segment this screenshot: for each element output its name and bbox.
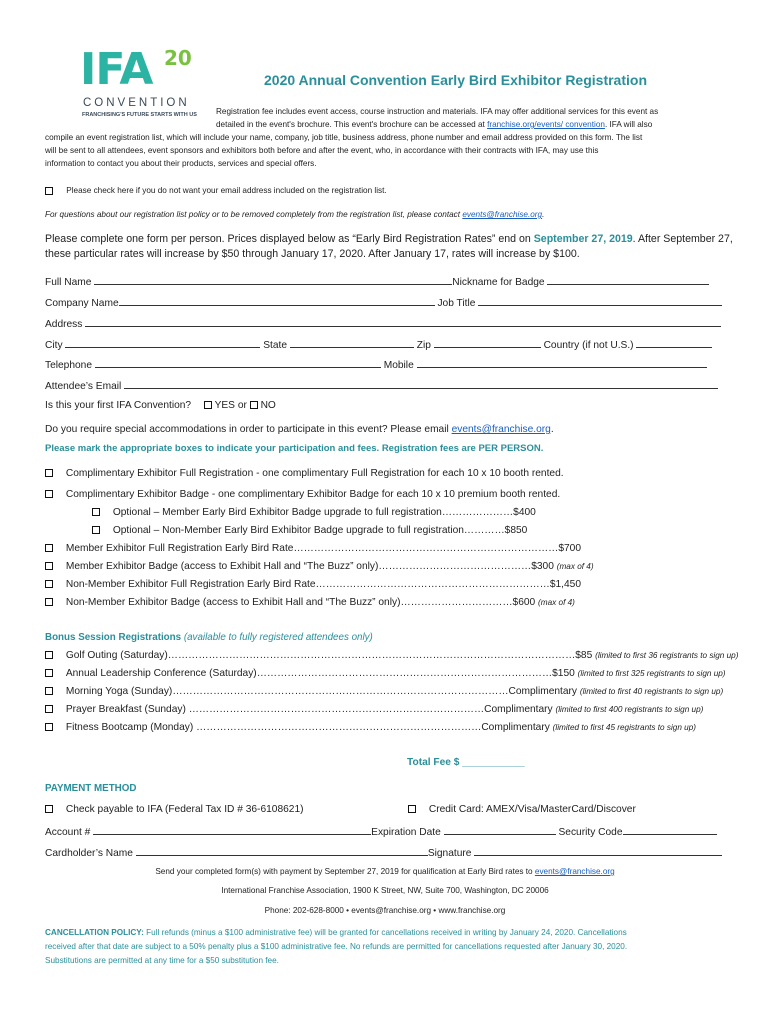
rates-line-2: these particular rates will increase by $50 through January 17, 2020. After January 17, rates will increase by $100. (45, 248, 580, 260)
email-row (45, 379, 718, 392)
rates-text: Please complete one form per person. Prices displayed below as “Early Bird Registration Rates” end on (45, 233, 534, 245)
questions-line (45, 208, 544, 222)
bonus-label: Annual Leadership Conference (Saturday)……………………………………………………………………………$150 (65, 668, 575, 679)
intro-line-3: compile an event registration list, which will include your name, company, job title, business address, phone number and email address provided on this form. The list (45, 133, 643, 142)
early-bird-date: September 27, 2019 (533, 233, 633, 245)
cardholder-label: Cardholder’s Name (45, 848, 133, 859)
option-label: Non-Member Exhibitor Badge (access to Exhibit Hall and “The Buzz” only)……………………………$600 (65, 597, 536, 608)
country-label: Country (if not U.S.) (543, 340, 634, 351)
option-row (45, 489, 560, 500)
check-payment-checkbox[interactable] (45, 805, 53, 813)
option-note: (max of 4) (538, 598, 575, 607)
state-label: State (263, 340, 288, 351)
ifa-convention-logo (80, 44, 210, 123)
send-line (0, 865, 770, 879)
option-label: Member Exhibitor Full Registration Early Bird Rate……………………………………………………………………$700 (65, 543, 581, 554)
accommodations-text: Do you require special accommodations in order to participate in this event? Please email (45, 424, 452, 435)
cancellation-line-3: Substitutions are permitted at any time for a $50 substitution fee. (45, 956, 279, 965)
address-field[interactable] (85, 317, 721, 327)
bonus-heading-note: (available to fully registered attendees only) (183, 632, 373, 643)
participation-instructions: Please mark the appropriate boxes to indicate your participation and fees. Registration fees are PER PERSON. (45, 443, 544, 454)
telephone-label: Telephone (45, 360, 93, 371)
bonus-checkbox[interactable] (45, 705, 53, 713)
option-row (45, 561, 594, 572)
full-name-field[interactable] (94, 275, 452, 285)
optout-row (45, 184, 387, 198)
logo-year: 20 (164, 46, 192, 70)
intro-line-5: information to contact you about their products, services and special offers. (45, 159, 317, 168)
intro-line-2 (216, 118, 652, 132)
payment-card-row (408, 804, 636, 815)
accommodations-end: . (550, 424, 554, 435)
option-row (92, 507, 536, 518)
telephone-field[interactable] (95, 358, 381, 368)
option-checkbox[interactable] (45, 598, 53, 606)
country-field[interactable] (636, 338, 712, 348)
bonus-label: Prayer Breakfast (Sunday) ……………………………………………………………………………Complimentary (65, 704, 553, 715)
bonus-checkbox[interactable] (45, 723, 53, 731)
signature-label: Signature (427, 848, 472, 859)
brochure-link[interactable]: franchise.org/events/ convention (487, 120, 605, 129)
logo-tagline: FRANCHISING'S FUTURE STARTS WITH US (82, 112, 197, 118)
first-convention-question: Is this your first IFA Convention? (45, 400, 192, 411)
option-label: Complimentary Exhibitor Badge - one complimentary Exhibitor Badge for each 10 x 10 premium booth rented. (65, 489, 561, 500)
option-note: (max of 4) (556, 562, 594, 571)
option-checkbox[interactable] (92, 508, 100, 516)
check-payment-label: Check payable to IFA (Federal Tax ID # 36-6108621) (65, 804, 304, 815)
accommodations-row (45, 424, 554, 435)
intro-text: . IFA will also (604, 120, 653, 129)
option-checkbox[interactable] (45, 469, 53, 477)
option-checkbox[interactable] (45, 562, 53, 570)
or-label: or (237, 400, 247, 411)
bonus-heading-text: Bonus Session Registrations (45, 632, 182, 643)
email-field[interactable] (124, 379, 718, 389)
bonus-row (45, 686, 723, 697)
security-code-field[interactable] (623, 825, 717, 835)
option-label: Non-Member Exhibitor Full Registration Early Bird Rate……………………………………………………………$1,450 (65, 579, 581, 590)
option-label: Complimentary Exhibitor Full Registration - one complimentary Full Registration for each 10 x 10 booth rented. (65, 468, 564, 479)
questions-text: For questions about our registration list policy or to be removed completely from the registration list, please contact (45, 210, 463, 219)
logo-convention: CONVENTION (83, 97, 190, 109)
cancellation-policy (45, 926, 627, 940)
city-row (45, 338, 712, 351)
company-label: Company Name (45, 298, 119, 309)
account-label: Account # (45, 827, 91, 838)
ifa-contact: Phone: 202-628-8000 • events@franchise.org • www.franchise.org (264, 906, 506, 915)
total-fee-field[interactable]: Total Fee $ ___________ (407, 757, 525, 768)
address-row (45, 317, 721, 330)
option-checkbox[interactable] (45, 544, 53, 552)
bonus-checkbox[interactable] (45, 651, 53, 659)
bonus-row (45, 668, 726, 679)
bonus-note: (limited to first 400 registrants to sign up) (555, 705, 704, 714)
company-field[interactable] (119, 296, 435, 306)
send-text: Send your completed form(s) with payment by September 27, 2019 for qualification at Early Bird rates to (155, 867, 535, 876)
zip-label: Zip (416, 340, 431, 351)
telephone-row (45, 358, 707, 371)
yes-checkbox[interactable] (204, 401, 212, 409)
bonus-label: Morning Yoga (Sunday)………………………………………………………………………………………Complimentary (65, 686, 578, 697)
logo-ifa-text: IFA (80, 44, 153, 95)
option-row (45, 597, 575, 608)
full-name-label: Full Name (45, 277, 92, 288)
mobile-label: Mobile (383, 360, 414, 371)
cancellation-line-2: received after that date are subject to a 50% penalty plus a $100 administrative fee. No refunds are permitted for cancellations requested after January 30, 2020. (45, 942, 628, 951)
nickname-label: Nickname for Badge (452, 277, 545, 288)
expiration-field[interactable] (444, 825, 556, 835)
option-label: Optional – Non-Member Early Bird Exhibitor Badge upgrade to full registration…………$850 (112, 525, 528, 536)
rates-line-1 (45, 233, 733, 245)
option-row (45, 543, 581, 554)
bonus-row (45, 704, 703, 715)
security-code-label: Security Code (558, 827, 623, 838)
questions-email-link[interactable]: events@franchise.org (462, 210, 543, 219)
bonus-checkbox[interactable] (45, 687, 53, 695)
city-label: City (45, 340, 63, 351)
option-row (45, 468, 564, 479)
page-title: 2020 Annual Convention Early Bird Exhibitor Registration (264, 72, 647, 88)
optout-label: Please check here if you do not want your email address included on the registration list. (66, 186, 387, 195)
rates-text: . After September 27, (632, 233, 733, 245)
yes-label: YES (214, 400, 235, 411)
bonus-row (45, 722, 696, 733)
ifa-address: International Franchise Association, 1900 K Street, NW, Suite 700, Washington, DC 20006 (221, 886, 549, 895)
questions-end: . (542, 210, 545, 219)
intro-line-4: will be sent to all attendees, event sponsors and exhibitors both before and after the event, who, in accordance with their contracts with IFA, may use this (45, 146, 599, 155)
option-checkbox[interactable] (45, 580, 53, 588)
accommodations-email-link[interactable]: events@franchise.org (451, 424, 551, 435)
email-label: Attendee’s Email (45, 381, 122, 392)
bonus-heading (45, 632, 373, 643)
account-row (45, 825, 717, 838)
full-name-row (45, 275, 709, 288)
cancellation-label: CANCELLATION POLICY: (45, 928, 144, 937)
expiration-label: Expiration Date (371, 827, 441, 838)
option-label: Optional – Member Early Bird Exhibitor Badge upgrade to full registration…………………$400 (112, 507, 536, 518)
option-row (92, 525, 527, 536)
option-checkbox[interactable] (45, 490, 53, 498)
intro-line-1: Registration fee includes event access, course instruction and materials. IFA may offer additional services for this event as (216, 107, 659, 116)
send-email-link[interactable]: events@franchise.org (534, 867, 615, 876)
cardholder-field[interactable] (136, 846, 428, 856)
payment-heading: PAYMENT METHOD (45, 783, 137, 794)
state-field[interactable] (290, 338, 414, 348)
bonus-label: Golf Outing (Saturday)…………………………………………………………………………………………………………$85 (65, 650, 593, 661)
cancellation-text: Full refunds (minus a $100 administrative fee) will be granted for cancellations received in writing by January 24, 2020. Cancellations (143, 928, 627, 937)
option-row (45, 579, 581, 590)
signature-field[interactable] (474, 846, 722, 856)
address-label: Address (45, 319, 83, 330)
intro-text: detailed in the event's brochure. This event's brochure can be accessed at (216, 120, 488, 129)
option-label: Member Exhibitor Badge (access to Exhibit Hall and “The Buzz” only)………………………………………$300 (65, 561, 554, 572)
optout-checkbox[interactable] (45, 187, 53, 195)
job-title-label: Job Title (437, 298, 476, 309)
bonus-note: (limited to first 325 registrants to sign up) (577, 669, 726, 678)
account-field[interactable] (93, 825, 371, 835)
first-convention-row (45, 400, 276, 411)
option-checkbox[interactable] (92, 526, 100, 534)
mobile-field[interactable] (417, 358, 707, 368)
credit-card-label: Credit Card: AMEX/Visa/MasterCard/Discover (428, 804, 636, 815)
cardholder-row (45, 846, 722, 859)
payment-check-row (45, 804, 304, 815)
bonus-note: (limited to first 36 registrants to sign up) (595, 651, 739, 660)
no-checkbox[interactable] (250, 401, 258, 409)
zip-field[interactable] (434, 338, 541, 348)
job-title-field[interactable] (478, 296, 722, 306)
company-row (45, 296, 722, 309)
bonus-checkbox[interactable] (45, 669, 53, 677)
no-label: NO (260, 400, 276, 411)
city-field[interactable] (65, 338, 260, 348)
bonus-note: (limited to first 45 registrants to sign up) (552, 723, 697, 732)
bonus-note: (limited to first 40 registrants to sign up) (579, 687, 724, 696)
bonus-label: Fitness Bootcamp (Monday) …………………………………………………………………………Complimentary (65, 722, 550, 733)
nickname-field[interactable] (547, 275, 709, 285)
credit-card-checkbox[interactable] (408, 805, 416, 813)
bonus-row (45, 650, 738, 661)
